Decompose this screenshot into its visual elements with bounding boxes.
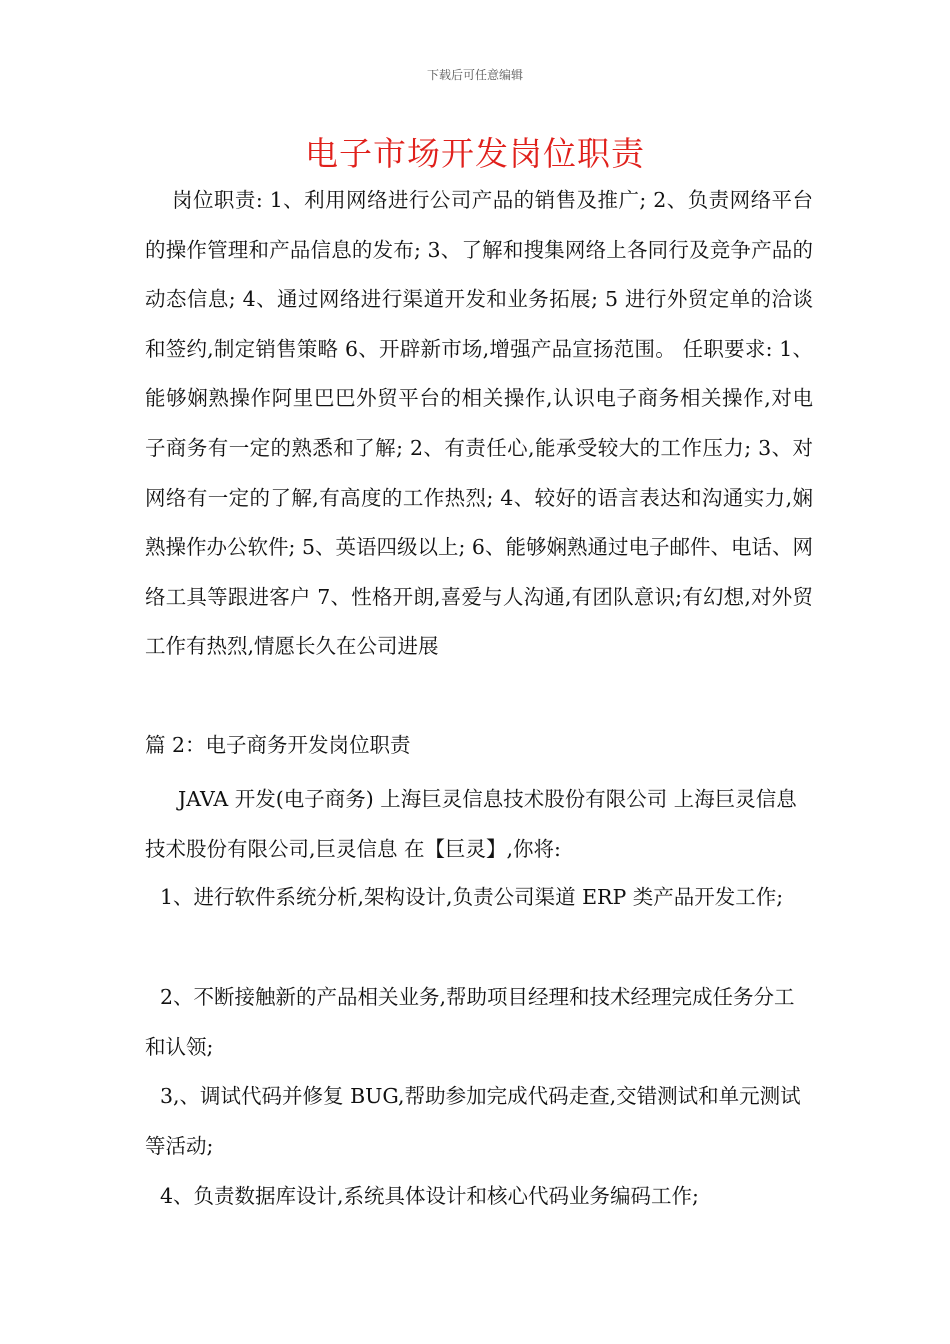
duty-item-2: 2、不断接触新的产品相关业务,帮助项目经理和技术经理完成任务分工和认领; bbox=[145, 985, 795, 1059]
page-title: 电子市场开发岗位职责 bbox=[305, 134, 645, 173]
job-description-paragraph: 岗位职责: 1、利用网络进行公司产品的销售及推广; 2、负责网络平台的操作管理和产品信息的发布; 3、了解和搜集网络上各同行及竞争产品的动态信息; 4、通过网络进行渠道开发和业务拓展; 5 进行外贸定单的洽谈和签约,制定销售策略 6、开辟新市场,增强产品宣扬范围。 任职要求: 1、能够娴熟操作阿里巴巴外贸平台的相关操作,认识电子商务相关操作,对电子商务有一定的熟悉和了解; 2、有责任心,能承受较大的工作压力; 3、对网络有一定的了解,有高度的工作热烈; 4、较好的语言表达和沟通实力,娴熟操作办公软件; 5、英语四级以上; 6、能够娴熟通过电子邮件、电话、网络工具等跟进客户 7、性格开朗,喜爱与人沟通,有团队意识;有幻想,对外贸工作有热烈,情愿长久在公司进展 bbox=[145, 188, 813, 659]
company-intro-paragraph: JAVA 开发(电子商务) 上海巨灵信息技术股份有限公司 上海巨灵信息技术股份有限公司,巨灵信息 在【巨灵】,你将: bbox=[145, 787, 797, 861]
section-2-heading: 篇 2：电子商务开发岗位职责 bbox=[145, 733, 411, 757]
duty-item-1: 1、进行软件系统分析,架构设计,负责公司渠道 ERP 类产品开发工作; bbox=[160, 885, 784, 909]
duty-item-3: 3,、调试代码并修复 BUG,帮助参加完成代码走查,交错测试和单元测试等活动; bbox=[145, 1084, 801, 1158]
duty-item-4: 4、负责数据库设计,系统具体设计和核心代码业务编码工作; bbox=[160, 1184, 699, 1208]
header-note: 下载后可任意编辑 bbox=[426, 68, 523, 82]
